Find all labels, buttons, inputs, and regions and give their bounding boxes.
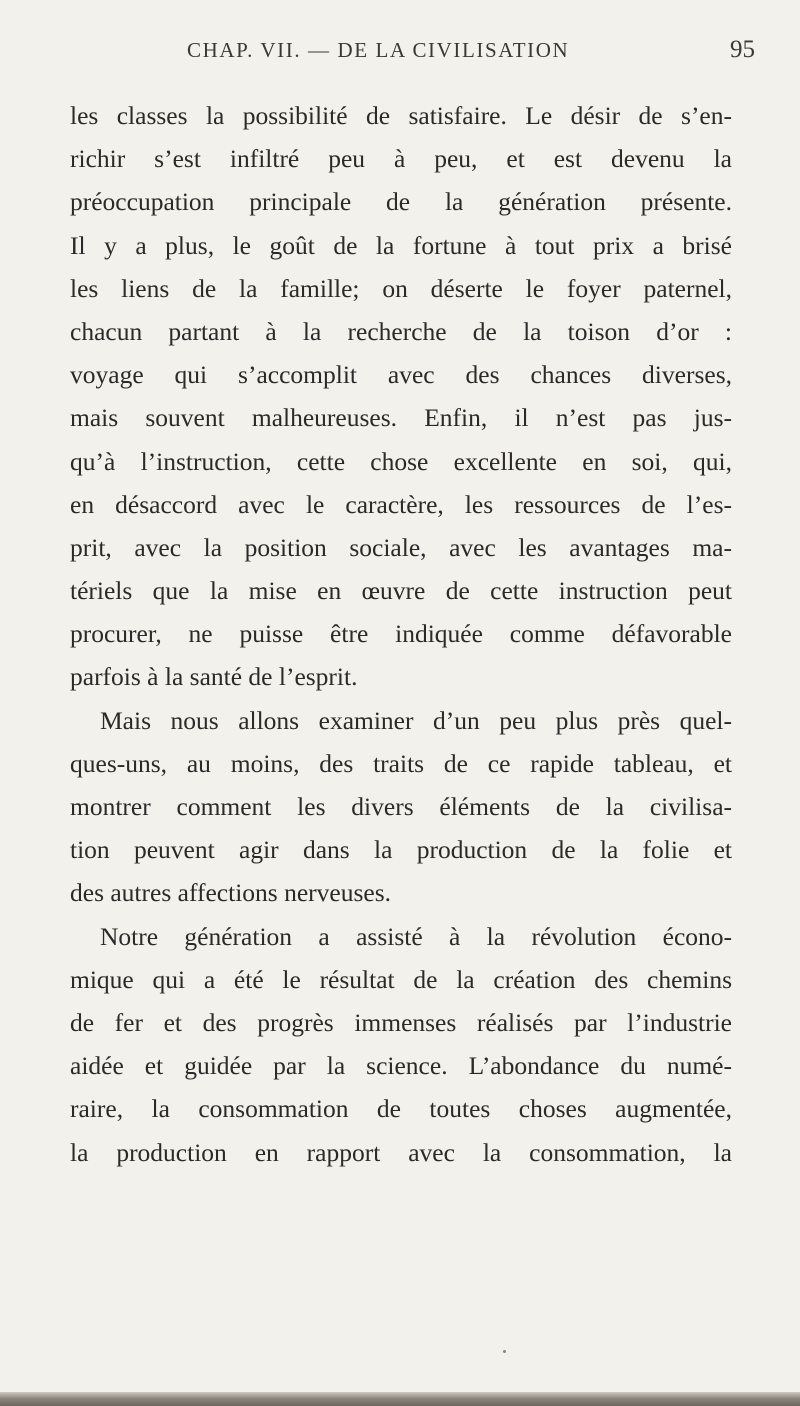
text-line: Mais nous allons examiner d’un peu plus près quel-: [100, 705, 732, 735]
text-line: procurer, ne puisse être indiquée comme défavorable: [70, 619, 732, 649]
page-number: 95: [730, 36, 755, 63]
text-line: aidée et guidée par la science. L’abondance du numé-: [70, 1051, 732, 1081]
text-line: les liens de la famille; on déserte le foyer paternel,: [70, 273, 732, 303]
text-line: chacun partant à la recherche de la toison d’or :: [70, 316, 732, 346]
body-text: [70, 94, 732, 1174]
text-line: la production en rapport avec la consommation, la: [70, 1137, 732, 1167]
text-line: ques-uns, au moins, des traits de ce rapide tableau, et: [70, 748, 732, 778]
text-line: des autres affections nerveuses.: [70, 878, 391, 908]
text-line: voyage qui s’accomplit avec des chances diverses,: [70, 360, 732, 390]
text-line: en désaccord avec le caractère, les ressources de l’es-: [70, 489, 732, 519]
text-line: qu’à l’instruction, cette chose excellente en soi, qui,: [70, 446, 732, 476]
text-line: préoccupation principale de la génération présente.: [70, 187, 732, 217]
text-line: Il y a plus, le goût de la fortune à tout prix a brisé: [70, 230, 732, 260]
page-bottom-edge: [0, 1392, 800, 1406]
text-line: de fer et des progrès immenses réalisés par l’industrie: [70, 1007, 732, 1037]
text-line: tion peuvent agir dans la production de la folie et: [70, 835, 732, 865]
text-line: prit, avec la position sociale, avec les avantages ma-: [70, 532, 732, 562]
text-line: mais souvent malheureuses. Enfin, il n’est pas jus-: [70, 403, 732, 433]
text-line: richir s’est infiltré peu à peu, et est devenu la: [70, 144, 732, 174]
text-line: mique qui a été le résultat de la création des chemins: [70, 964, 732, 994]
text-line: raire, la consommation de toutes choses augmentée,: [70, 1094, 732, 1124]
text-line: montrer comment les divers éléments de la civilisa-: [70, 792, 732, 821]
text-line: Notre génération a assisté à la révolution écono-: [100, 921, 732, 951]
text-line: parfois à la santé de l’esprit.: [70, 662, 358, 692]
running-title: CHAP. VII. — DE LA CIVILISATION: [187, 38, 570, 62]
text-line: les classes la possibilité de satisfaire. Le désir de s’en-: [70, 101, 732, 130]
text-line: tériels que la mise en œuvre de cette instruction peut: [70, 576, 732, 606]
paper-speck: [503, 1350, 506, 1353]
running-head: [0, 38, 800, 78]
